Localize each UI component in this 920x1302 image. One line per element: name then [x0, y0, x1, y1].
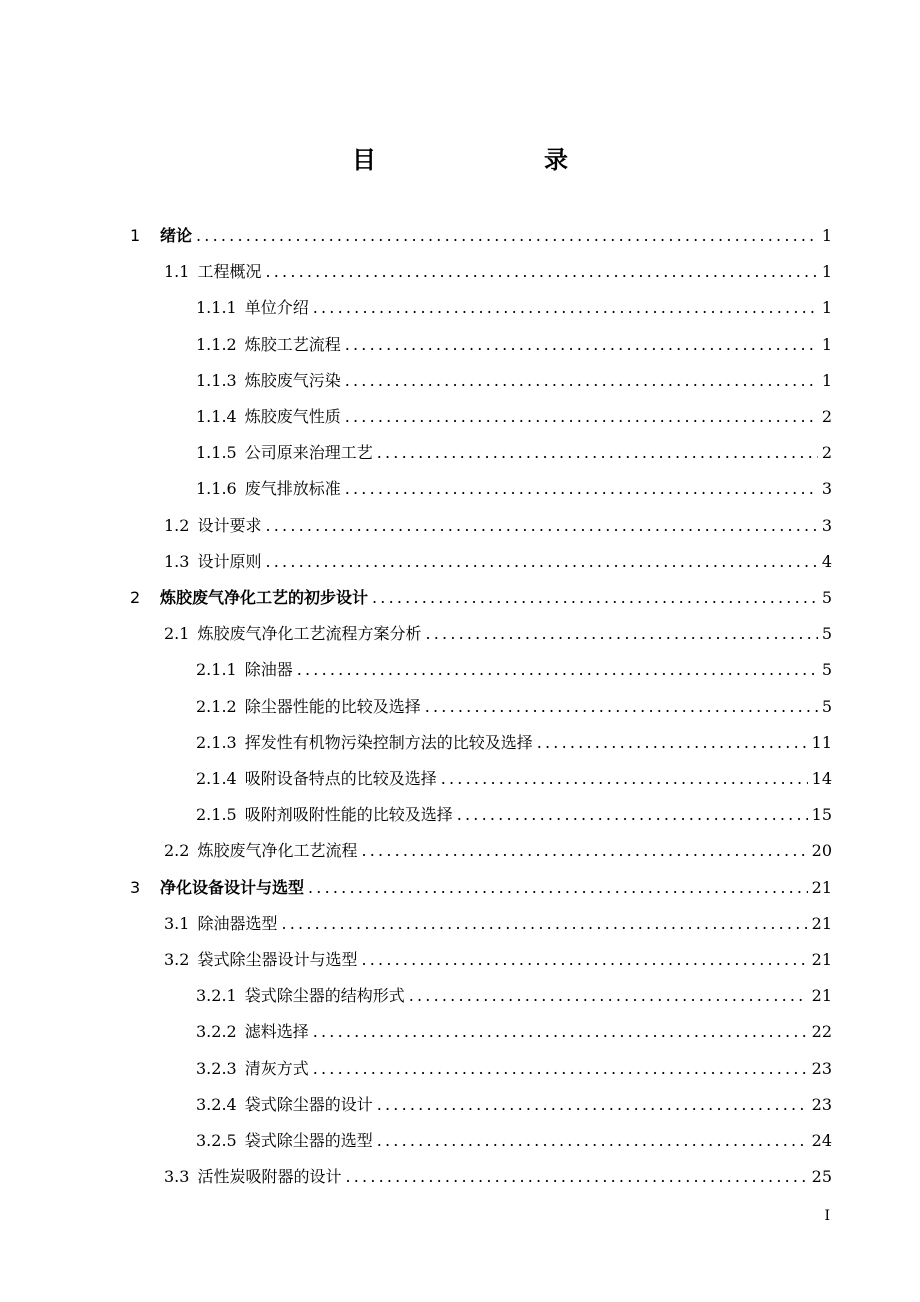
toc-entry-number: 2.1.4 [196, 769, 237, 788]
toc-entry-title: 除油器选型 [197, 913, 278, 933]
toc-entry-number: 3.2.4 [196, 1094, 237, 1114]
dot-leader [345, 371, 818, 391]
toc-entry-number: 2.1.1 [196, 660, 237, 680]
toc-entry[interactable] [164, 940, 832, 970]
toc-entry-number: 1.1.3 [196, 370, 237, 390]
toc-entry[interactable] [196, 795, 832, 825]
footer-page-number: I [824, 1208, 830, 1224]
toc-entry-page: 22 [811, 1022, 832, 1042]
toc-entry[interactable] [196, 1012, 832, 1042]
toc-entry-title: 清灰方式 [244, 1058, 309, 1078]
toc-entry-page: 4 [821, 551, 832, 571]
toc-entry-page: 21 [811, 986, 832, 1006]
toc-entry[interactable] [164, 904, 832, 934]
toc-entry-number: 1.1.4 [196, 407, 237, 426]
toc-entry-page: 1 [821, 298, 832, 318]
toc-entry-page: 5 [821, 624, 832, 644]
dot-leader [372, 588, 818, 608]
toc-entry-page: 5 [821, 696, 832, 716]
toc-entry-page: 1 [821, 334, 832, 354]
toc-entry-number: 1.3 [164, 551, 190, 571]
toc-entry-title: 吸附剂吸附性能的比较及选择 [244, 805, 453, 825]
dot-leader [377, 443, 818, 463]
toc-entry-number: 1.1.2 [196, 334, 237, 354]
toc-entry-number: 3.3 [164, 1167, 190, 1187]
toc-entry[interactable] [196, 759, 832, 789]
toc-entry-number: 2.1.5 [196, 805, 237, 825]
toc-entry[interactable] [130, 216, 832, 246]
toc-entry-title: 吸附设备特点的比较及选择 [244, 769, 437, 788]
dot-leader [265, 552, 817, 572]
toc-entry-number: 3.2.1 [196, 986, 237, 1006]
toc-entry-page: 20 [811, 841, 832, 861]
toc-entry-title: 废气排放标准 [244, 479, 341, 499]
dot-leader [361, 950, 807, 970]
toc-entry[interactable] [164, 1157, 832, 1187]
toc-entry-page: 1 [821, 226, 832, 245]
toc-entry-page: 3 [821, 515, 832, 535]
dot-leader [425, 697, 818, 717]
toc-entry[interactable] [196, 433, 832, 463]
toc-entry-page: 21 [811, 913, 832, 933]
dot-leader [265, 262, 817, 282]
toc-entry-page: 5 [821, 588, 832, 607]
toc-entry[interactable] [196, 976, 832, 1006]
toc-entry-page: 1 [821, 262, 832, 282]
toc-entry[interactable] [196, 723, 832, 753]
toc-entry-title: 设计要求 [197, 515, 262, 535]
dot-leader [377, 1095, 808, 1115]
toc-entry-title: 袋式除尘器设计与选型 [197, 950, 358, 969]
dot-leader [409, 986, 808, 1006]
dot-leader [313, 298, 818, 318]
toc-entry-title: 炼胶废气净化工艺流程 [197, 841, 358, 861]
toc-entry-number: 2.1.3 [196, 732, 237, 752]
toc-entry[interactable] [164, 614, 832, 644]
toc-entry-title: 炼胶废气净化工艺的初步设计 [160, 588, 369, 607]
toc-entry-number: 2.1 [164, 624, 190, 644]
toc-entry-number: 3.1 [164, 913, 190, 933]
toc-entry-page: 3 [821, 479, 832, 499]
toc-entry[interactable] [196, 1085, 832, 1115]
toc-entry[interactable] [196, 1121, 832, 1151]
dot-leader [313, 1022, 808, 1042]
dot-leader [297, 660, 818, 680]
toc-entry-title: 滤料选择 [244, 1022, 309, 1042]
toc-entry-number: 3.2.3 [196, 1058, 237, 1078]
toc-entry-number: 3.2.5 [196, 1131, 237, 1150]
toc-entry[interactable] [196, 397, 832, 427]
toc-entry[interactable] [130, 578, 832, 608]
toc-entry-title: 袋式除尘器的设计 [244, 1094, 373, 1114]
dot-leader [308, 878, 808, 898]
toc-entry[interactable] [164, 506, 832, 536]
toc-entry-number: 3.2.2 [196, 1022, 237, 1042]
toc-entry[interactable] [196, 288, 832, 318]
toc-entry[interactable] [196, 687, 832, 717]
toc-entry-number: 3 [130, 877, 141, 897]
toc-entry-page: 21 [811, 950, 832, 969]
toc-entry-title: 活性炭吸附器的设计 [197, 1167, 342, 1187]
page-title: 目 录 [352, 146, 608, 174]
toc-entry-title: 公司原来治理工艺 [244, 443, 373, 463]
toc-entry-title: 炼胶废气净化工艺流程方案分析 [197, 624, 422, 644]
toc-entry-title: 除尘器性能的比较及选择 [244, 696, 421, 716]
toc-entry-title: 挥发性有机物污染控制方法的比较及选择 [244, 732, 533, 752]
toc-entry-title: 净化设备设计与选型 [160, 877, 305, 897]
toc-entry-page: 14 [811, 769, 832, 788]
toc-entry[interactable] [196, 1049, 832, 1079]
toc-entry-page: 5 [821, 660, 832, 680]
toc-entry-page: 2 [821, 407, 832, 426]
toc-entry[interactable] [130, 868, 832, 898]
toc-entry-page: 15 [811, 805, 832, 825]
toc-entry[interactable] [196, 325, 832, 355]
dot-leader [361, 841, 807, 861]
dot-leader [345, 407, 818, 427]
toc-entry[interactable] [196, 469, 832, 499]
toc-entry-title: 炼胶废气污染 [244, 370, 341, 390]
dot-leader [457, 805, 808, 825]
dot-leader [345, 479, 818, 499]
toc-entry-title: 绪论 [160, 226, 193, 245]
toc-entry-page: 23 [811, 1094, 832, 1114]
toc-entry-page: 21 [811, 877, 832, 897]
toc-entry[interactable] [164, 831, 832, 861]
toc-entry[interactable] [164, 252, 832, 282]
toc-entry-title: 袋式除尘器的结构形式 [244, 986, 405, 1006]
toc-entry-page: 24 [811, 1131, 832, 1150]
toc-entry-title: 除油器 [244, 660, 293, 680]
toc-entry-title: 炼胶废气性质 [244, 407, 341, 426]
toc-entry-title: 单位介绍 [244, 298, 309, 318]
toc-entry-number: 1.1.6 [196, 479, 237, 499]
dot-leader [196, 226, 818, 246]
dot-leader [377, 1131, 808, 1151]
toc-entry-title: 工程概况 [197, 262, 262, 282]
toc-entry-page: 23 [811, 1058, 832, 1078]
dot-leader [345, 335, 818, 355]
toc-entry-number: 1 [130, 226, 141, 245]
toc-entry-page: 11 [811, 732, 832, 752]
dot-leader [281, 914, 807, 934]
toc-entry-number: 1.2 [164, 515, 190, 535]
toc-entry-page: 25 [811, 1167, 832, 1187]
dot-leader [265, 516, 817, 536]
toc-entry-title: 炼胶工艺流程 [244, 334, 341, 354]
toc-entry-number: 2.1.2 [196, 696, 237, 716]
toc-entry-number: 2 [130, 588, 141, 607]
toc-entry[interactable] [196, 361, 832, 391]
dot-leader [345, 1167, 807, 1187]
toc-entry-number: 2.2 [164, 841, 190, 861]
toc-entry[interactable] [196, 650, 832, 680]
toc-entry-title: 袋式除尘器的选型 [244, 1131, 373, 1150]
dot-leader [425, 624, 817, 644]
dot-leader [537, 733, 808, 753]
toc-entry-number: 1.1.5 [196, 443, 237, 463]
toc-entry-page: 1 [821, 370, 832, 390]
toc-entry-title: 设计原则 [197, 551, 262, 571]
dot-leader [441, 769, 808, 789]
toc-entry-number: 1.1.1 [196, 298, 237, 318]
dot-leader [313, 1059, 808, 1079]
toc-entry-number: 1.1 [164, 262, 190, 282]
toc-entry[interactable] [164, 542, 832, 572]
toc-entry-page: 2 [821, 443, 832, 463]
toc-entry-number: 3.2 [164, 950, 190, 969]
